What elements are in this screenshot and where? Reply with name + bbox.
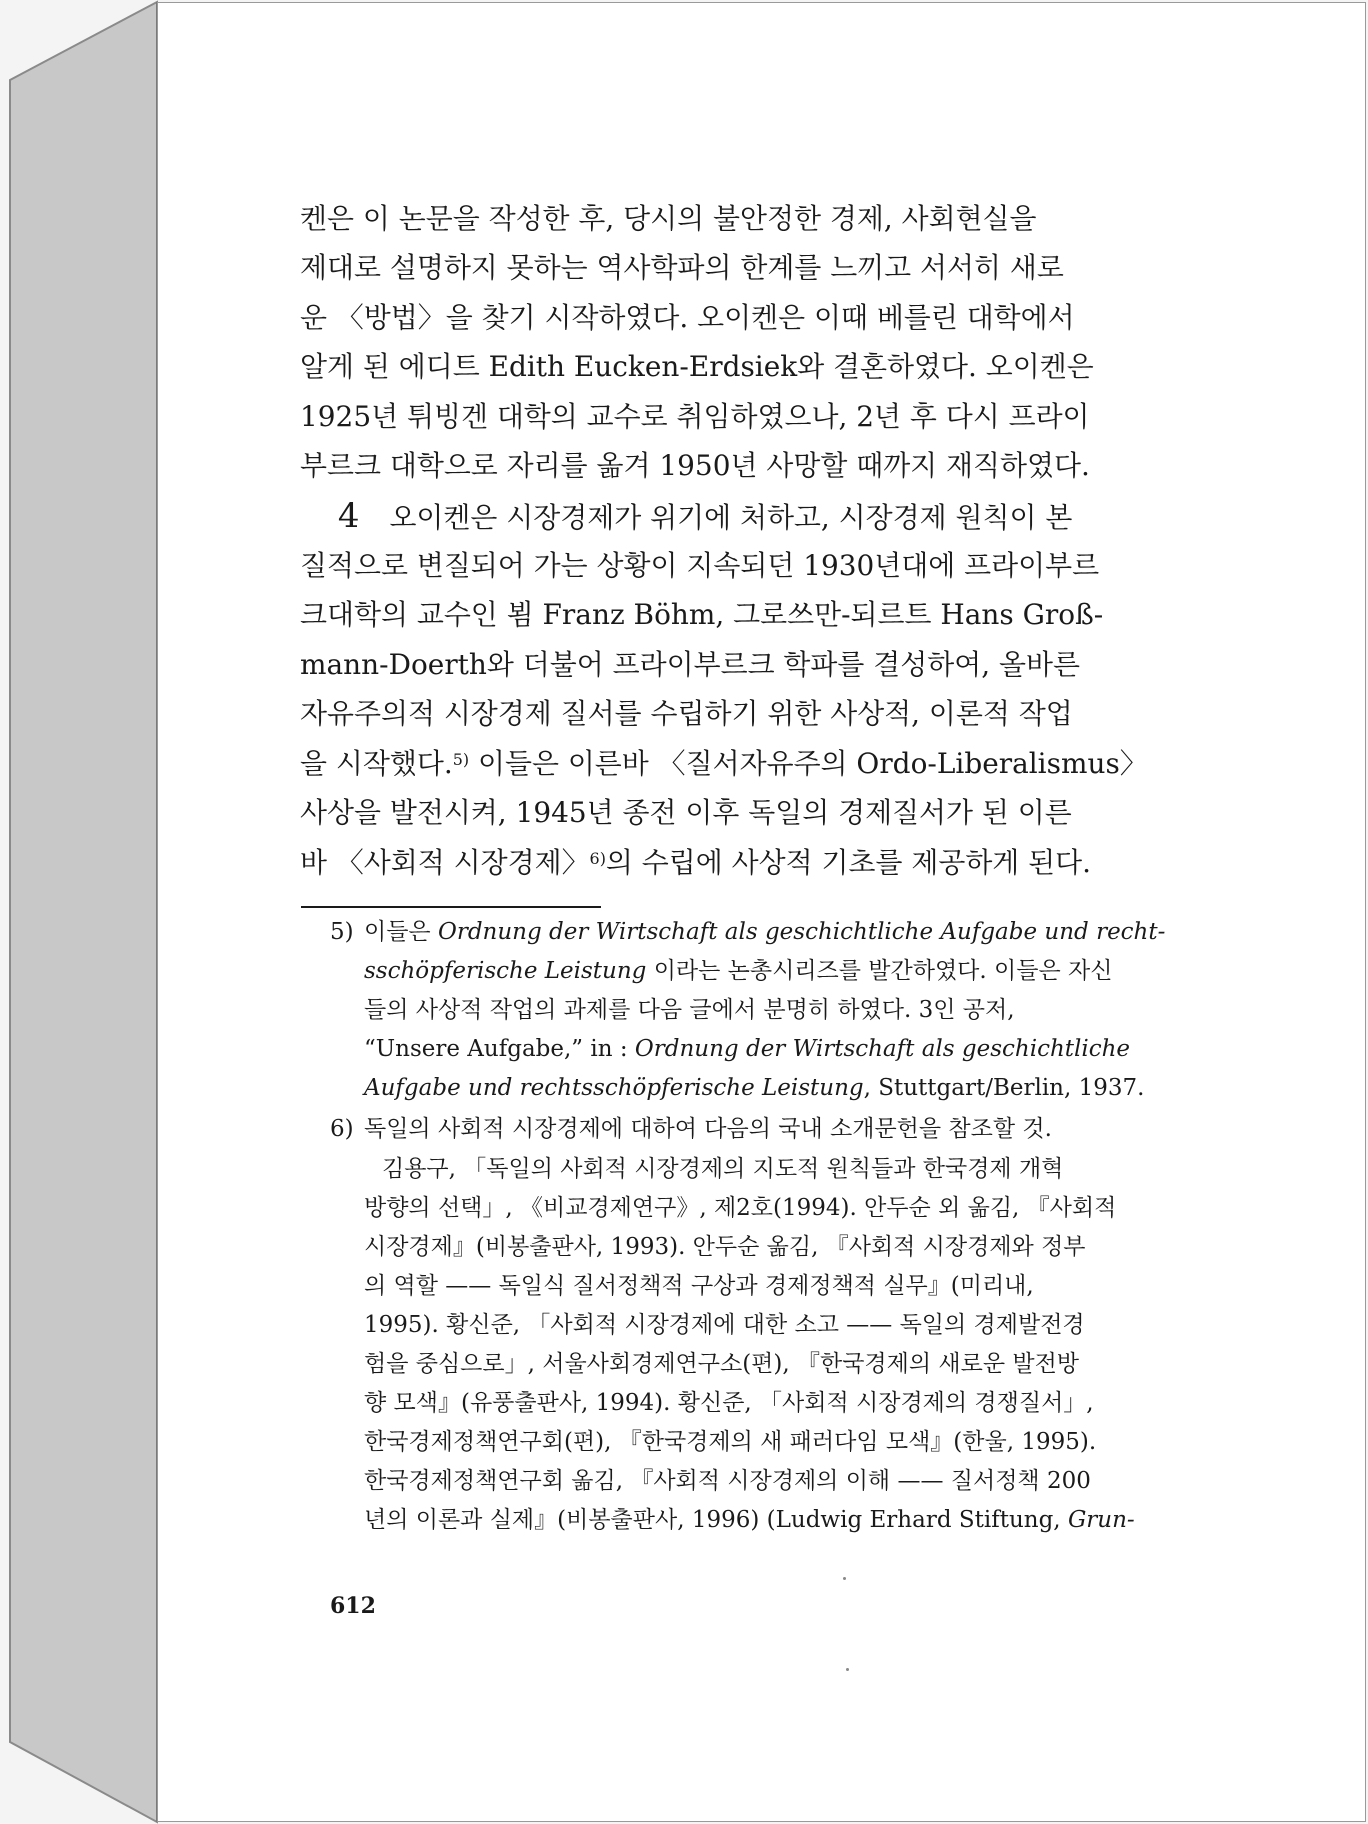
book-spine — [0, 0, 160, 1824]
paragraph-first-text: 오이켄은 시장경제가 위기에 처하고, 시장경제 원칙이 본 — [389, 501, 1073, 534]
main-line-5: 1925년 튀빙겐 대학의 교수로 취임하였으나, 2년 후 다시 프라이 — [300, 400, 1090, 433]
speck — [846, 1668, 849, 1671]
footnote-italic-title: Grun- — [1067, 1507, 1135, 1533]
footnote-ref-5: 5) — [452, 750, 470, 769]
footnote-5-line-2 — [364, 957, 1112, 985]
footnote-5-number: 5) — [330, 919, 354, 945]
footnote-6-line-10: 한국경제정책연구회 옮김, 『사회적 시장경제의 이해 —— 질서정책 200 — [364, 1468, 1091, 1494]
main-line-6: 부르크 대학으로 자리를 옮겨 1950년 사망할 때까지 재직하였다. — [300, 449, 1090, 482]
main-line-12 — [300, 748, 1200, 780]
footnote-6-line-3: 방향의 선택」, 《비교경제연구》, 제2호(1994). 안두순 외 옮김, 『사회적 — [364, 1195, 1117, 1221]
paragraph-number: 4 — [337, 496, 360, 536]
speck — [843, 1577, 846, 1580]
footnote-text: 이라는 논총시리즈를 발간하였다. 이들은 자신 — [646, 958, 1113, 984]
footnote-text: 년의 이론과 실제』(비봉출판사, 1996) (Ludwig Erhard Stiftung, — [364, 1507, 1068, 1533]
footnote-6-number: 6) — [330, 1116, 354, 1142]
footnote-6-line-4: 시장경제』(비봉출판사, 1993). 안두순 옮김, 『사회적 시장경제와 정부 — [364, 1234, 1086, 1260]
footnote-text: “Unsere Aufgabe,” in : — [364, 1036, 635, 1062]
main-line-4: 알게 된 에디트 Edith Eucken-Erdsiek와 결혼하였다. 오이켄은 — [300, 350, 1094, 383]
line-12-start: 을 시작했다. — [300, 747, 453, 780]
footnote-6-line-1 — [330, 1115, 1052, 1143]
footnote-text: 독일의 사회적 시장경제에 대하여 다음의 국내 소개문헌을 참조할 것. — [364, 1116, 1052, 1142]
footnote-6-line-2: 김용구, 「독일의 사회적 시장경제의 지도적 원칙들과 한국경제 개혁 — [382, 1156, 1064, 1182]
footnote-italic-title: Ordnung der Wirtschaft als geschichtliche Aufgabe und recht- — [437, 919, 1166, 945]
paragraph-4-first-line — [300, 496, 1200, 536]
footnote-text: , Stuttgart/Berlin, 1937. — [863, 1075, 1145, 1101]
footnote-6-line-9: 한국경제정책연구회(편), 『한국경제의 새 패러다임 모색』(한울, 1995). — [364, 1429, 1097, 1455]
footnote-5-line-4 — [364, 1035, 1130, 1063]
footnote-5-line-5 — [364, 1074, 1144, 1102]
main-line-9: 크대학의 교수인 뵘 Franz Böhm, 그로쓰만-되르트 Hans Groß- — [300, 598, 1104, 631]
main-line-2: 제대로 설명하지 못하는 역사학파의 한계를 느끼고 서서히 새로 — [300, 251, 1064, 284]
main-line-13: 사상을 발전시켜, 1945년 종전 이후 독일의 경제질서가 된 이른 — [300, 796, 1072, 829]
main-line-8: 질적으로 변질되어 가는 상황이 지속되던 1930년대에 프라이부르 — [300, 549, 1100, 582]
footnote-italic-title: Ordnung der Wirtschaft als geschichtliche — [634, 1036, 1131, 1062]
footnote-italic-title: sschöpferische Leistung — [364, 958, 647, 984]
footnote-separator — [301, 906, 601, 908]
footnote-6-line-5: 의 역할 —— 독일식 질서정책적 구상과 경제정책적 실무』(미리내, — [364, 1273, 1034, 1299]
page-number: 612 — [330, 1593, 376, 1619]
footnote-ref-6: 6) — [589, 849, 606, 868]
line-14-end: 의 수립에 사상적 기초를 제공하게 된다. — [605, 846, 1092, 879]
footnote-text: 이들은 — [364, 919, 438, 945]
main-line-10: mann-Doerth와 더불어 프라이부르크 학파를 결성하여, 올바른 — [300, 648, 1080, 681]
line-12-end: 이들은 이른바 〈질서자유주의 Ordo-Liberalismus〉 — [469, 747, 1148, 780]
main-line-3: 운 〈방법〉을 찾기 시작하였다. 오이켄은 이때 베를린 대학에서 — [300, 301, 1075, 334]
footnote-5-line-3: 들의 사상적 작업의 과제를 다음 글에서 분명히 하였다. 3인 공저, — [364, 997, 1015, 1023]
footnote-6-line-7: 험을 중심으로」, 서울사회경제연구소(편), 『한국경제의 새로운 발전방 — [364, 1351, 1080, 1377]
footnote-6-line-11 — [364, 1506, 1135, 1534]
footnote-6-line-8: 향 모색』(유풍출판사, 1994). 황신준, 「사회적 시장경제의 경쟁질서」, — [364, 1390, 1094, 1416]
footnote-5-line-1 — [330, 918, 1165, 946]
main-line-11: 자유주의적 시장경제 질서를 수립하기 위한 사상적, 이론적 작업 — [300, 697, 1073, 730]
footnote-6-line-6: 1995). 황신준, 「사회적 시장경제에 대한 소고 —— 독일의 경제발전경 — [364, 1312, 1085, 1338]
main-line-1: 켄은 이 논문을 작성한 후, 당시의 불안정한 경제, 사회현실을 — [300, 202, 1037, 235]
footnote-italic-title: Aufgabe und rechtsschöpferische Leistung — [364, 1075, 864, 1101]
main-line-14 — [300, 847, 1200, 879]
line-14-start: 바 〈사회적 시장경제〉 — [300, 846, 590, 879]
